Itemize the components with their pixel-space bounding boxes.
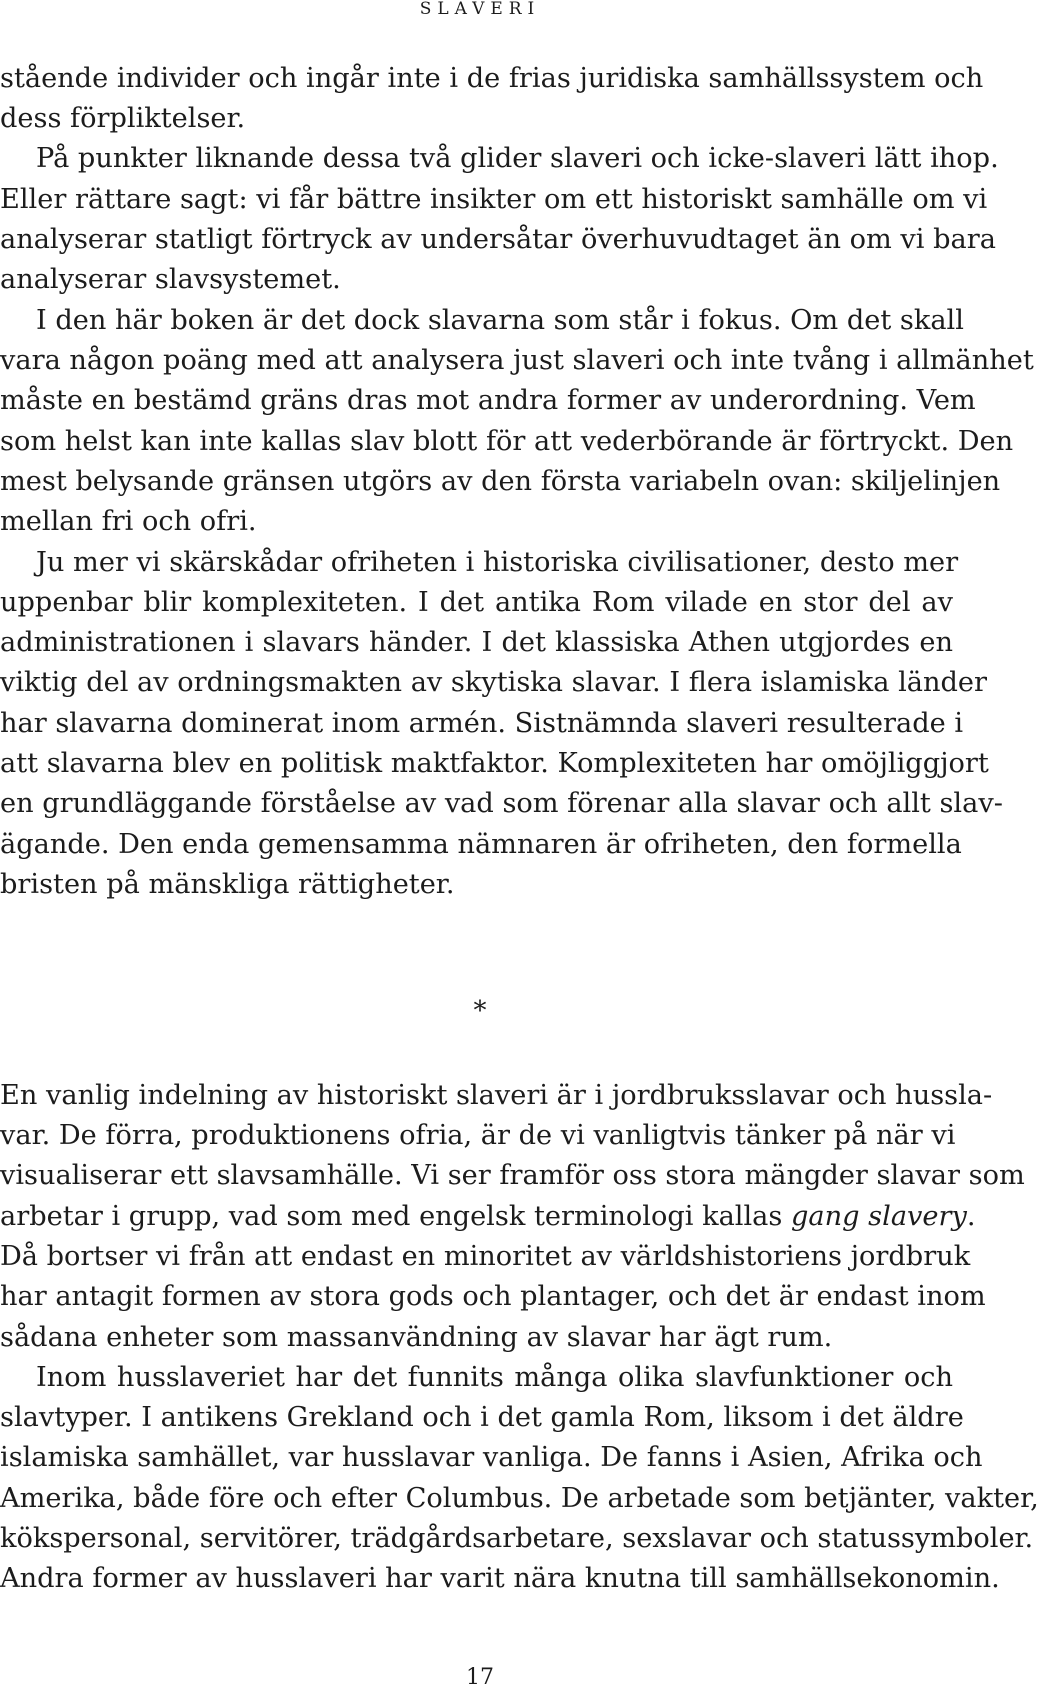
text-line: bristen på mänskliga rättigheter. xyxy=(0,869,455,900)
text-line: Inom husslaveriet har det funnits många olika slavfunktioner och xyxy=(36,1362,953,1393)
text-line: mest belysande gränsen utgörs av den första variabeln ovan: skiljelinjen xyxy=(0,466,1001,497)
text-line: mellan fri och ofri. xyxy=(0,506,257,537)
text-line: var. De förra, produktionens ofria, är de vi vanligtvis tänker på när vi xyxy=(0,1120,956,1151)
text-line: Ju mer vi skärskådar ofriheten i historiska civilisationer, desto mer xyxy=(36,547,959,578)
text-line: Då bortser vi från att endast en minoritet av världshistoriens jordbruk xyxy=(0,1241,971,1272)
text-segment: . xyxy=(966,1201,976,1232)
text-line: sådana enheter som massanvändning av slavar har ägt rum. xyxy=(0,1322,833,1353)
text-line: På punkter liknande dessa två glider slaveri och icke-slaveri lätt ihop. xyxy=(36,143,999,174)
text-line: Eller rättare sagt: vi får bättre insikter om ett historiskt samhälle om vi xyxy=(0,184,988,215)
text-line: ägande. Den enda gemensamma nämnaren är ofriheten, den formella xyxy=(0,829,962,860)
text-line: Andra former av husslaveri har varit nära knutna till samhällsekonomin. xyxy=(0,1563,1000,1594)
text-line: kökspersonal, servitörer, trädgårdsarbetare, sexslavar och statussymboler. xyxy=(0,1523,1034,1554)
page-number: 17 xyxy=(466,1665,494,1690)
text-line: islamiska samhället, var husslavar vanliga. De fanns i Asien, Afrika och xyxy=(0,1442,983,1473)
italic-term: gang slavery xyxy=(791,1201,967,1232)
text-line: vara någon poäng med att analysera just slaveri och inte tvång i allmänhet xyxy=(0,345,1034,376)
text-line: En vanlig indelning av historiskt slaveri är i jordbruksslavar och hussla- xyxy=(0,1080,993,1111)
text-segment: arbetar i grupp, vad som med engelsk terminologi kallas xyxy=(0,1201,791,1232)
text-line: viktig del av ordningsmakten av skytiska slavar. I flera islamiska länder xyxy=(0,667,987,698)
running-header: SLAVERI xyxy=(419,0,541,19)
text-line: en grundläggande förståelse av vad som förenar alla slavar och allt slav- xyxy=(0,788,1003,819)
text-line: visualiserar ett slavsamhälle. Vi ser framför oss stora mängder slavar som xyxy=(0,1160,1025,1191)
text-line: I den här boken är det dock slavarna som står i fokus. Om det skall xyxy=(36,305,964,336)
text-line: analyserar statligt förtryck av undersåtar överhuvudtaget än om vi bara xyxy=(0,224,996,255)
text-line: stående individer och ingår inte i de frias juridiska samhällssystem och xyxy=(0,63,984,94)
text-line: måste en bestämd gräns dras mot andra former av underordning. Vem xyxy=(0,385,976,416)
text-line: slavtyper. I antikens Grekland och i det gamla Rom, liksom i det äldre xyxy=(0,1402,964,1433)
text-line: har antagit formen av stora gods och plantager, och det är endast inom xyxy=(0,1281,986,1312)
text-line: administrationen i slavars händer. I det klassiska Athen utgjordes en xyxy=(0,627,953,658)
text-line: dess förpliktelser. xyxy=(0,103,246,134)
text-line: Amerika, både före och efter Columbus. De arbetade som betjänter, vakter, xyxy=(0,1483,1039,1514)
text-line: uppenbar blir komplexiteten. I det antika Rom vilade en stor del av xyxy=(0,587,953,618)
section-separator: * xyxy=(473,996,487,1026)
text-line xyxy=(0,1197,976,1237)
text-line: analyserar slavsystemet. xyxy=(0,264,341,295)
text-line: har slavarna dominerat inom armén. Sistnämnda slaveri resulterade i xyxy=(0,708,964,739)
text-line: som helst kan inte kallas slav blott för att vederbörande är förtryckt. Den xyxy=(0,426,1014,457)
text-line: att slavarna blev en politisk maktfaktor. Komplexiteten har omöjliggjort xyxy=(0,748,989,779)
